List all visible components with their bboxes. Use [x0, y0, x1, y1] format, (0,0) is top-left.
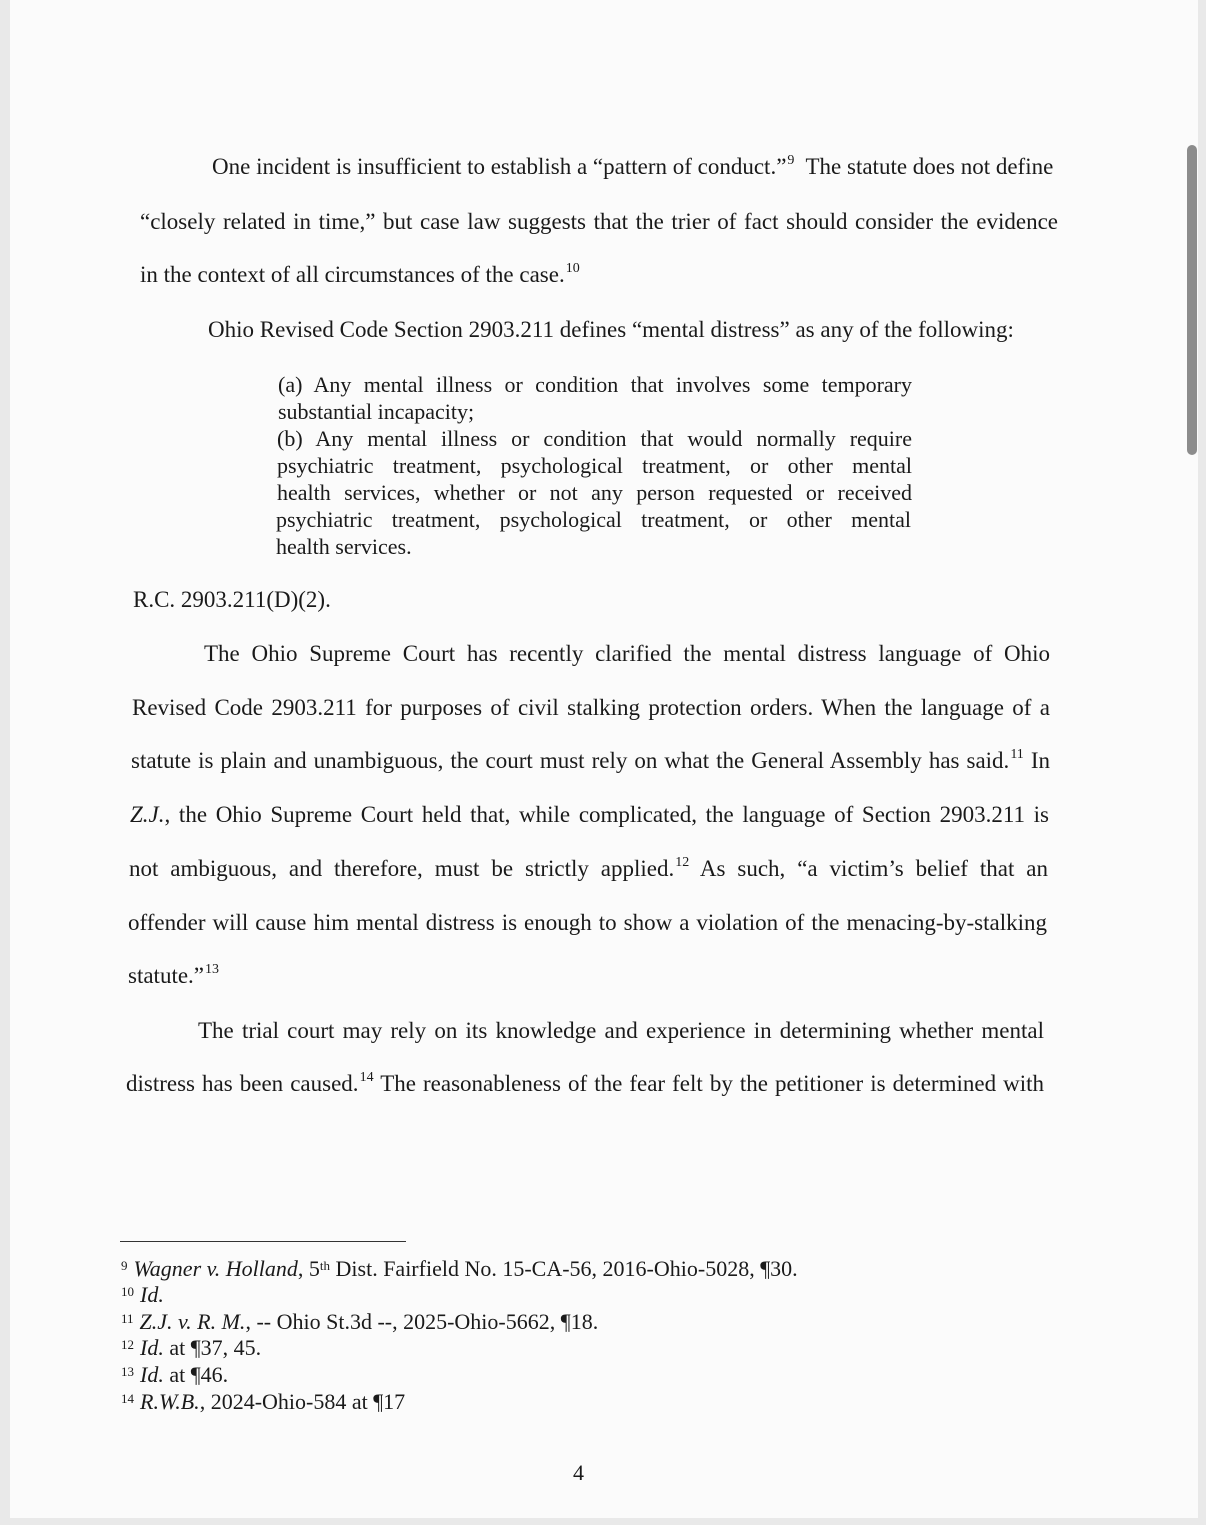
quote-line-1: (a) Any mental illness or condition that involves some temporary: [278, 372, 912, 397]
p2-line5: not ambiguous, and therefore, must be strictly applied.$^{12}$ As such, “a victim’s belief that an: [129, 855, 1048, 881]
quote-line-7: health services.: [276, 534, 412, 559]
p1-line2: “closely related in time,” but case law suggests that the trier of fact should consider the evidence: [140, 209, 1058, 234]
p2-line3: statute is plain and unambiguous, the court must rely on what the General Assembly has said.$^{11}$ In: [131, 747, 1050, 773]
footnote-13: $^{13}$ Id. at ¶46.: [121, 1362, 229, 1387]
p2-line4: Z.J., the Ohio Supreme Court held that, while complicated, the language of Section 2903.211 is: [130, 802, 1049, 827]
quote-line-5: health services, whether or not any person requested or received: [277, 480, 912, 505]
p2-line2: Revised Code 2903.211 for purposes of civil stalking protection orders. When the language of a: [132, 695, 1050, 720]
footnote-9: $^9$ Wagner v. Holland, 5th Dist. Fairfield No. 15-CA-56, 2016-Ohio-5028, ¶30.: [121, 1256, 798, 1281]
p3-line2: distress has been caused.$^{14}$ The reasonableness of the fear felt by the petitioner is determined with: [126, 1070, 1045, 1096]
footnote-11: $^{11}$ Z.J. v. R. M., -- Ohio St.3d --, 2025-Ohio-5662, ¶18.: [121, 1309, 599, 1334]
footnote-10: $^{10}$ Id.: [121, 1282, 164, 1307]
quote-line-2: substantial incapacity;: [278, 399, 475, 424]
scrollbar-thumb[interactable]: [1187, 145, 1197, 455]
p2-line7: statute.”$^{13}$: [128, 962, 219, 988]
statute-citation: R.C. 2903.211(D)(2).: [133, 587, 331, 612]
quote-line-6: psychiatric treatment, psychological treatment, or other mental: [276, 507, 911, 532]
definition-intro: Ohio Revised Code Section 2903.211 defines “mental distress” as any of the following:: [208, 317, 1014, 342]
footnote-separator: [120, 1241, 406, 1242]
footnote-12: $^{12}$ Id. at ¶37, 45.: [121, 1335, 262, 1360]
page-number: 4: [573, 1460, 584, 1485]
p3-line1: The trial court may rely on its knowledge and experience in determining whether mental: [198, 1018, 1044, 1043]
footnote-14: $^{14}$ R.W.B., 2024-Ohio-584 at ¶17: [121, 1389, 406, 1414]
p2-line6: offender will cause him mental distress is enough to show a violation of the menacing-by-stalking: [128, 910, 1047, 935]
p2-line1: The Ohio Supreme Court has recently clarified the mental distress language of Ohio: [204, 641, 1050, 666]
quote-line-3: (b) Any mental illness or condition that would normally require: [277, 426, 912, 451]
p1-line3: in the context of all circumstances of the case.$^{10}$: [140, 261, 580, 287]
quote-line-4: psychiatric treatment, psychological treatment, or other mental: [277, 453, 912, 478]
p1-line1: One incident is insufficient to establish a “pattern of conduct.”$^9$ The statute does not define: [212, 153, 1054, 179]
